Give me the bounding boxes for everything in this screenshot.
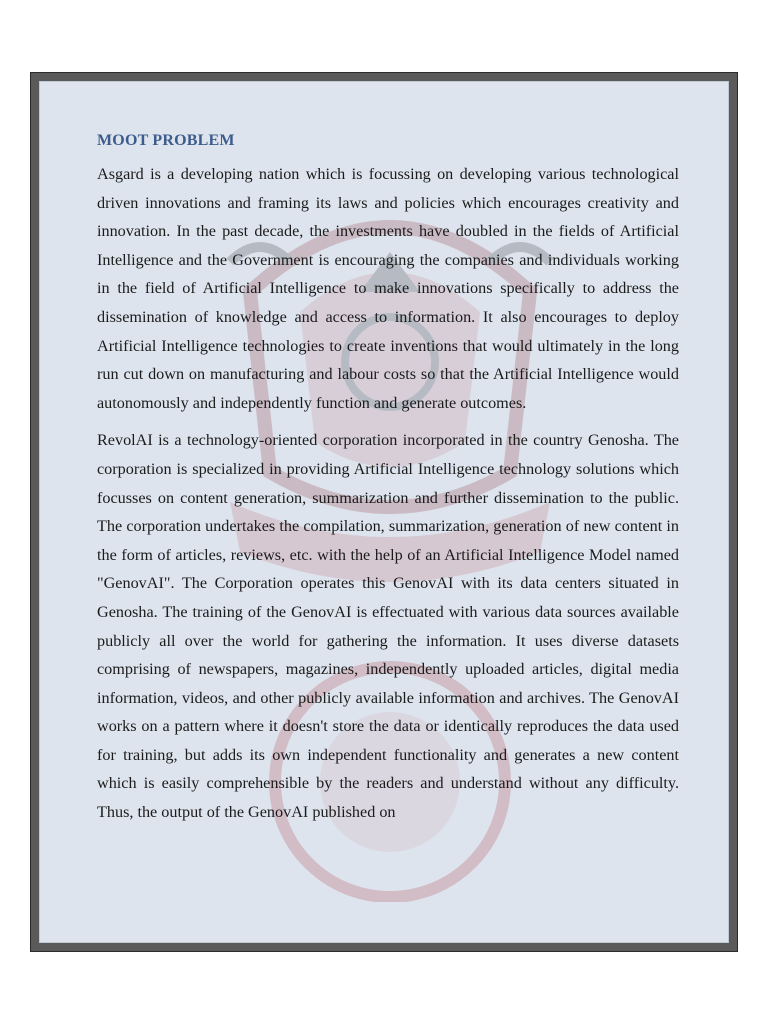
paragraph-revolai: RevolAI is a technology-oriented corporation incorporated in the country Genosha. The corporation is specialized in providing Artificial Intelligence technology solutions which focusses on content generation, summarization and further dissemination to the public. The corporation undertakes the compilation, summarization, generation of new content in the form of articles, reviews, etc. with the help of an Artificial Intelligence Model named "GenovAI". The Corporation operates this GenovAI with its data centers situated in Genosha. The training of the GenovAI is effectuated with various data sources available publicly all over the world for gathering the information. It uses diverse datasets comprising of newspapers, magazines, independently uploaded articles, digital media information, videos, and other publicly available information and archives. The GenovAI works on a pattern where it doesn't store the data or identically reproduces the data used for training, but adds its own independent functionality and generates a new content which is easily comprehensible by the readers and understand without any difficulty. Thus, the output of the GenovAI published on	[97, 431, 679, 822]
document-content	[97, 132, 679, 836]
page-frame	[30, 72, 738, 952]
page-title: MOOT PROBLEM	[97, 132, 235, 149]
document-page	[39, 81, 729, 943]
paragraph-asgard: Asgard is a developing nation which is focussing on developing various technological driven innovations and framing its laws and policies which encourages creativity and innovation. In the past decade, the investments have doubled in the fields of Artificial Intelligence and the Government is encouraging the companies and individuals working in the field of Artificial Intelligence to make innovations specifically to address the dissemination of knowledge and access to information. It also encourages to deploy Artificial Intelligence technologies to create inventions that would ultimately in the long run cut down on manufacturing and labour costs so that the Artificial Intelligence would autonomously and independently function and generate outcomes.	[97, 165, 679, 412]
